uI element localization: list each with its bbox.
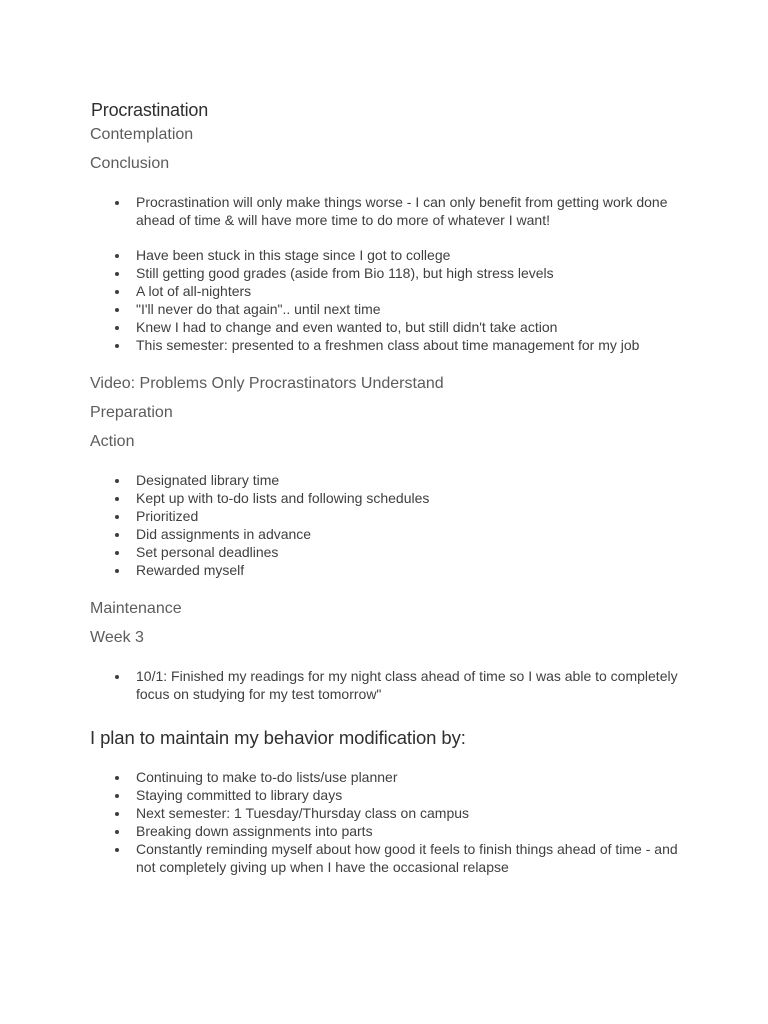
plan-list (0, 768, 700, 876)
list-item: Knew I had to change and even wanted to, but still didn't take action (0, 318, 700, 336)
document-title: Procrastination (91, 100, 209, 120)
list-item: Still getting good grades (aside from Bio 118), but high stress levels (0, 264, 700, 282)
list-item: Breaking down assignments into parts (0, 822, 700, 840)
heading-contemplation: Contemplation (90, 126, 194, 143)
heading-maintenance: Maintenance (90, 600, 182, 617)
list-item: Set personal deadlines (0, 543, 700, 561)
list-item: Have been stuck in this stage since I got to college (0, 246, 700, 264)
list-item: 10/1: Finished my readings for my night class ahead of time so I was able to completely focus on studying for my test tomorrow" (0, 667, 700, 703)
conclusion-list (0, 193, 700, 229)
list-item: Staying committed to library days (0, 786, 700, 804)
heading-preparation: Preparation (90, 404, 173, 421)
list-item: "I'll never do that again".. until next time (0, 300, 700, 318)
list-item: Prioritized (0, 507, 700, 525)
heading-week-3: Week 3 (90, 629, 144, 646)
heading-plan: I plan to maintain my behavior modification by: (90, 727, 466, 748)
heading-conclusion: Conclusion (90, 155, 170, 172)
list-item: This semester: presented to a freshmen class about time management for my job (0, 336, 700, 354)
list-item: Rewarded myself (0, 561, 700, 579)
heading-action: Action (90, 433, 135, 450)
list-item: Designated library time (0, 471, 700, 489)
week3-list (0, 667, 700, 703)
list-item: Procrastination will only make things worse - I can only benefit from getting work done ahead of time & will have more time to do more of whatever I want! (0, 193, 700, 229)
list-item: A lot of all-nighters (0, 282, 700, 300)
list-item: Next semester: 1 Tuesday/Thursday class on campus (0, 804, 700, 822)
list-item: Constantly reminding myself about how good it feels to finish things ahead of time - and not completely giving up when I have the occasional relapse (0, 840, 700, 876)
contemplation-list (0, 246, 700, 354)
heading-video: Video: Problems Only Procrastinators Understand (90, 375, 444, 392)
action-list (0, 471, 700, 579)
list-item: Kept up with to-do lists and following schedules (0, 489, 700, 507)
list-item: Did assignments in advance (0, 525, 700, 543)
list-item: Continuing to make to-do lists/use planner (0, 768, 700, 786)
